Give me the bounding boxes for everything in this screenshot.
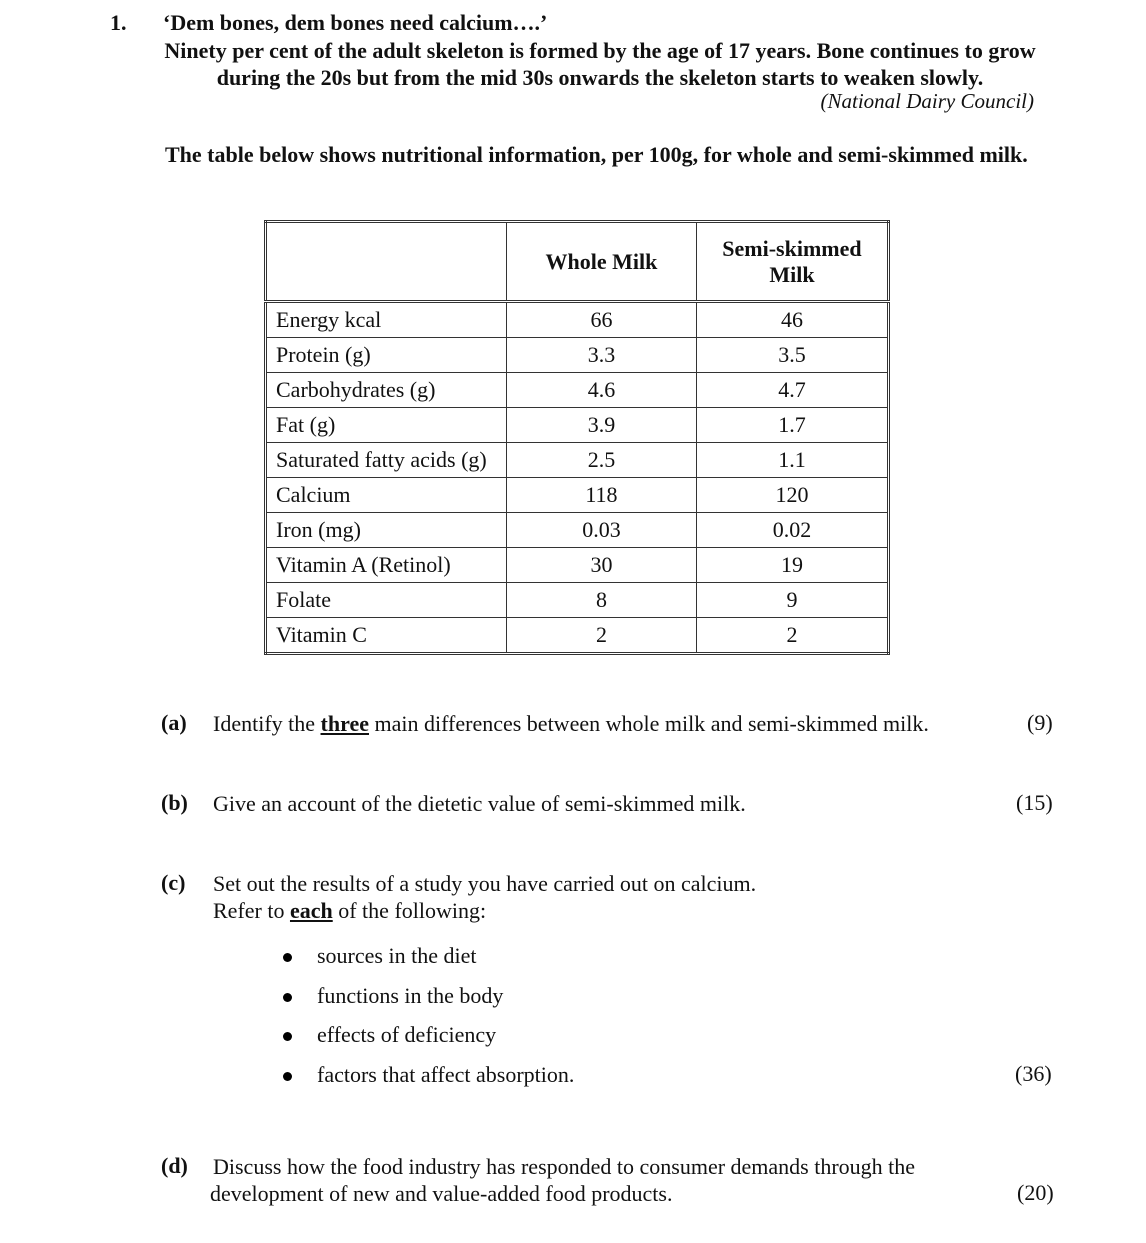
nutrient-name: Fat (g) xyxy=(266,408,507,443)
intro-source: (National Dairy Council) xyxy=(820,89,1034,113)
semi-skimmed-value: 120 xyxy=(696,478,888,513)
whole-milk-value: 118 xyxy=(507,478,697,513)
table-row xyxy=(266,443,889,478)
part-a-marks: (9) xyxy=(1027,710,1053,735)
bullet-text: factors that affect absorption. xyxy=(317,1062,575,1087)
part-c-line2: Refer to each of the following: xyxy=(213,898,487,923)
table-intro: The table below shows nutritional information, per 100g, for whole and semi-skimmed milk. xyxy=(165,142,1028,167)
part-d-line2: development of new and value-added food products. xyxy=(210,1181,673,1206)
part-c-emphasis: each xyxy=(289,898,333,923)
part-c-label: (c) xyxy=(161,870,186,895)
bullet-item xyxy=(283,982,292,1008)
part-a-emphasis: three xyxy=(320,711,369,736)
bullet-icon xyxy=(283,1032,292,1041)
nutrient-name: Saturated fatty acids (g) xyxy=(266,443,507,478)
part-d-line1: Discuss how the food industry has responded to consumer demands through the xyxy=(213,1154,916,1179)
nutrient-name: Vitamin A (Retinol) xyxy=(266,548,507,583)
nutrient-name: Vitamin C xyxy=(266,618,507,654)
intro-quote: ‘Dem bones, dem bones need calcium….’ xyxy=(163,10,548,35)
whole-milk-value: 2.5 xyxy=(507,443,697,478)
nutrient-name: Carbohydrates (g) xyxy=(266,373,507,408)
semi-skimmed-value: 19 xyxy=(696,548,888,583)
semi-skimmed-value: 46 xyxy=(696,302,888,338)
nutrient-name: Protein (g) xyxy=(266,338,507,373)
bullet-icon xyxy=(283,953,292,962)
header-semi-skimmed-milk: Semi-skimmed Milk xyxy=(696,222,888,302)
part-b-label: (b) xyxy=(161,790,188,815)
semi-skimmed-value: 3.5 xyxy=(696,338,888,373)
nutrient-name: Calcium xyxy=(266,478,507,513)
part-b-marks: (15) xyxy=(1016,790,1053,815)
part-c-marks: (36) xyxy=(1015,1061,1052,1086)
whole-milk-value: 0.03 xyxy=(507,513,697,548)
table-row xyxy=(266,513,889,548)
part-c-line1: Set out the results of a study you have carried out on calcium. xyxy=(213,871,757,896)
table-row xyxy=(266,373,889,408)
table-header-row xyxy=(266,222,889,302)
whole-milk-value: 3.9 xyxy=(507,408,697,443)
header-blank xyxy=(266,222,507,302)
table-row xyxy=(266,408,889,443)
bullet-text: sources in the diet xyxy=(317,943,477,968)
whole-milk-value: 2 xyxy=(507,618,697,654)
bullet-text: functions in the body xyxy=(317,983,504,1008)
nutrient-name: Iron (mg) xyxy=(266,513,507,548)
table-row xyxy=(266,548,889,583)
whole-milk-value: 4.6 xyxy=(507,373,697,408)
semi-skimmed-value: 4.7 xyxy=(696,373,888,408)
part-d-label: (d) xyxy=(161,1153,188,1178)
bullet-text: effects of deficiency xyxy=(317,1022,497,1047)
part-a-label: (a) xyxy=(161,710,187,735)
part-d-marks: (20) xyxy=(1017,1180,1054,1205)
whole-milk-value: 3.3 xyxy=(507,338,697,373)
bullet-item xyxy=(283,942,292,968)
whole-milk-value: 30 xyxy=(507,548,697,583)
part-a-text: Identify the three main differences between whole milk and semi-skimmed milk. xyxy=(213,711,929,736)
nutrition-table xyxy=(264,220,890,655)
semi-skimmed-value: 2 xyxy=(696,618,888,654)
bullet-item xyxy=(283,1021,292,1047)
bullet-item xyxy=(283,1061,292,1087)
table-row xyxy=(266,338,889,373)
table-row xyxy=(266,583,889,618)
nutrient-name: Energy kcal xyxy=(266,302,507,338)
semi-skimmed-value: 1.1 xyxy=(696,443,888,478)
whole-milk-value: 66 xyxy=(507,302,697,338)
intro-text: Ninety per cent of the adult skeleton is formed by the age of 17 years. Bone continues to grow during the 20s but from the mid 30s onwards the skeleton starts to weaken slowly. xyxy=(164,38,1036,90)
question-number: 1. xyxy=(110,10,127,35)
bullet-icon xyxy=(283,1072,292,1081)
part-b-text: Give an account of the dietetic value of semi-skimmed milk. xyxy=(213,791,746,816)
table-row xyxy=(266,618,889,654)
table-row xyxy=(266,478,889,513)
semi-skimmed-value: 0.02 xyxy=(696,513,888,548)
header-whole-milk: Whole Milk xyxy=(507,222,697,302)
nutrient-name: Folate xyxy=(266,583,507,618)
bullet-icon xyxy=(283,993,292,1002)
semi-skimmed-value: 9 xyxy=(696,583,888,618)
semi-skimmed-value: 1.7 xyxy=(696,408,888,443)
whole-milk-value: 8 xyxy=(507,583,697,618)
table-row xyxy=(266,302,889,338)
